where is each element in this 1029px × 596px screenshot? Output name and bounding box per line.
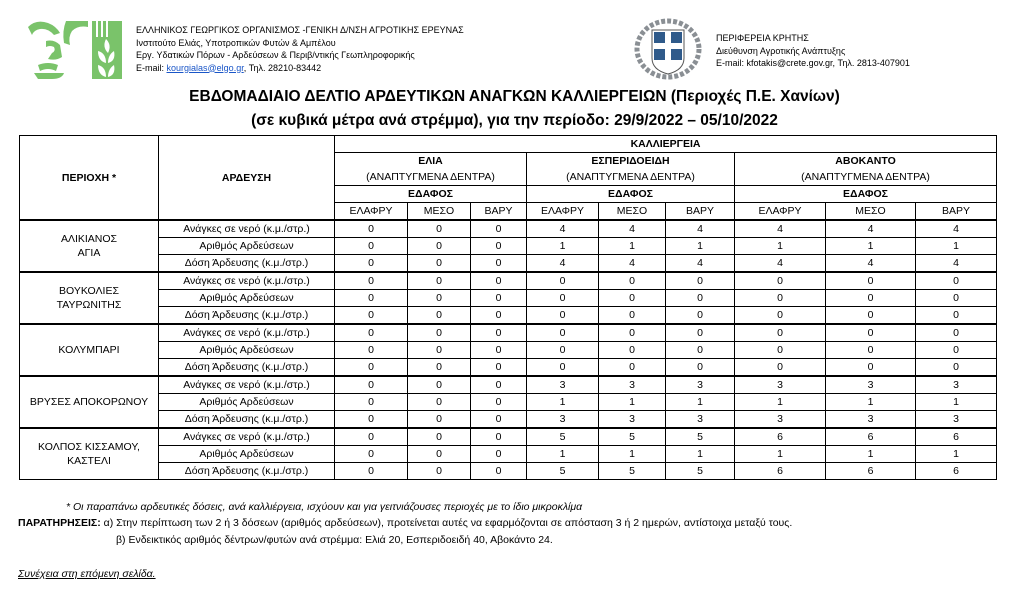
value-cell: 4	[735, 220, 826, 238]
value-cell: 5	[666, 428, 735, 446]
value-cell: 0	[335, 255, 408, 273]
value-cell: 6	[916, 463, 997, 480]
value-cell: 0	[599, 307, 666, 325]
region-name-cell	[20, 324, 159, 376]
page-subtitle: (σε κυβικά μέτρα ανά στρέμμα), για την περίοδο: 29/9/2022 – 05/10/2022	[251, 112, 778, 129]
value-cell: 5	[599, 428, 666, 446]
value-cell: 4	[916, 220, 997, 238]
value-cell: 6	[826, 428, 916, 446]
value-cell: 4	[826, 220, 916, 238]
value-cell: 4	[599, 220, 666, 238]
value-cell: 5	[527, 463, 599, 480]
value-cell: 5	[666, 463, 735, 480]
value-cell: 0	[335, 272, 408, 290]
value-cell: 3	[735, 411, 826, 429]
value-cell: 0	[826, 307, 916, 325]
value-cell: 6	[916, 428, 997, 446]
value-cell: 0	[666, 272, 735, 290]
value-cell: 0	[471, 272, 527, 290]
elgo-logo-icon	[26, 17, 126, 79]
value-cell: 3	[916, 376, 997, 394]
header-crops: ΚΑΛΛΙΕΡΓΕΙΑ	[335, 136, 997, 153]
header-right-block	[716, 32, 910, 70]
value-cell: 0	[408, 376, 471, 394]
soil-header-citrus: ΕΔΑΦΟΣ	[527, 186, 735, 203]
region-name-cell	[20, 376, 159, 428]
value-cell: 0	[916, 272, 997, 290]
header-left-block	[136, 24, 464, 74]
table-row	[20, 220, 997, 238]
value-cell: 0	[408, 324, 471, 342]
value-cell: 5	[599, 463, 666, 480]
soil-type-header: ΜΕΣΟ	[408, 203, 471, 221]
value-cell: 1	[666, 446, 735, 463]
value-cell: 6	[735, 428, 826, 446]
irrigation-metric-label: Αριθμός Αρδεύσεων	[159, 290, 335, 307]
value-cell: 0	[471, 411, 527, 429]
value-cell: 1	[527, 394, 599, 411]
value-cell: 0	[735, 324, 826, 342]
value-cell: 3	[666, 376, 735, 394]
table-row	[20, 394, 997, 411]
region-name-line: ΚΑΣΤΕΛΙ	[67, 455, 111, 467]
value-cell: 0	[916, 359, 997, 377]
region-name-line: ΑΓΙΑ	[77, 247, 101, 259]
table-row	[20, 307, 997, 325]
value-cell: 0	[335, 307, 408, 325]
value-cell: 0	[335, 446, 408, 463]
soil-header-avocado: ΕΔΑΦΟΣ	[735, 186, 997, 203]
table-row	[20, 324, 997, 342]
value-cell: 0	[735, 342, 826, 359]
soil-type-header: ΒΑΡΥ	[471, 203, 527, 221]
value-cell: 0	[335, 359, 408, 377]
value-cell: 0	[471, 376, 527, 394]
value-cell: 0	[735, 290, 826, 307]
value-cell: 0	[527, 307, 599, 325]
value-cell: 3	[735, 376, 826, 394]
value-cell: 0	[408, 290, 471, 307]
region-name-line: ΒΡΥΣΕΣ ΑΠΟΚΟΡΩΝΟΥ	[29, 396, 149, 408]
value-cell: 0	[335, 394, 408, 411]
value-cell: 0	[735, 359, 826, 377]
value-cell: 1	[735, 446, 826, 463]
value-cell: 0	[735, 307, 826, 325]
crop-name-avocado: ΑΒΟΚΑΝΤΟ	[735, 153, 997, 170]
value-cell: 1	[735, 394, 826, 411]
value-cell: 0	[826, 272, 916, 290]
header-region: ΠΕΡΙΟΧΗ *	[20, 136, 159, 221]
irrigation-metric-label: Δόση Άρδευσης (κ.μ./στρ.)	[159, 411, 335, 429]
irrigation-metric-label: Ανάγκες σε νερό (κ.μ./στρ.)	[159, 272, 335, 290]
crop-sub-olive: (ΑΝΑΠΤΥΓΜΕΝΑ ΔΕΝΤΡΑ)	[335, 169, 527, 186]
irrigation-metric-label: Αριθμός Αρδεύσεων	[159, 446, 335, 463]
value-cell: 0	[335, 324, 408, 342]
value-cell: 1	[527, 446, 599, 463]
value-cell: 0	[527, 290, 599, 307]
value-cell: 0	[408, 359, 471, 377]
value-cell: 1	[916, 394, 997, 411]
value-cell: 0	[408, 463, 471, 480]
value-cell: 0	[408, 342, 471, 359]
soil-header-olive: ΕΔΑΦΟΣ	[335, 186, 527, 203]
value-cell: 0	[335, 463, 408, 480]
table-row	[20, 290, 997, 307]
irrigation-metric-label: Ανάγκες σε νερό (κ.μ./στρ.)	[159, 324, 335, 342]
soil-type-header: ΜΕΣΟ	[599, 203, 666, 221]
irrigation-metric-label: Δόση Άρδευσης (κ.μ./στρ.)	[159, 307, 335, 325]
crop-sub-avocado: (ΑΝΑΠΤΥΓΜΕΝΑ ΔΕΝΤΡΑ)	[735, 169, 997, 186]
irrigation-metric-label: Αριθμός Αρδεύσεων	[159, 394, 335, 411]
value-cell: 0	[471, 463, 527, 480]
value-cell: 0	[471, 307, 527, 325]
email-link[interactable]: kourgialas@elgo.gr	[166, 62, 244, 73]
value-cell: 0	[826, 342, 916, 359]
value-cell: 0	[599, 272, 666, 290]
value-cell: 0	[666, 324, 735, 342]
value-cell: 0	[408, 307, 471, 325]
region-name-cell	[20, 272, 159, 324]
region-name-line: ΤΑΥΡΩΝΙΤΗΣ	[56, 299, 122, 311]
value-cell: 0	[527, 324, 599, 342]
value-cell: 0	[916, 307, 997, 325]
irrigation-metric-label: Δόση Άρδευσης (κ.μ./στρ.)	[159, 359, 335, 377]
value-cell: 1	[527, 238, 599, 255]
soil-type-header: ΒΑΡΥ	[916, 203, 997, 221]
value-cell: 4	[916, 255, 997, 273]
soil-type-header: ΕΛΑΦΡΥ	[335, 203, 408, 221]
value-cell: 0	[916, 324, 997, 342]
value-cell: 6	[826, 463, 916, 480]
table-row	[20, 238, 997, 255]
value-cell: 0	[335, 220, 408, 238]
region-name-cell	[20, 220, 159, 272]
region-name-line: ΚΟΛΠΟΣ ΚΙΣΣΑΜΟΥ,	[38, 441, 140, 453]
value-cell: 1	[666, 238, 735, 255]
soil-type-header: ΕΛΑΦΡΥ	[527, 203, 599, 221]
org-name: ΕΛΛΗΝΙΚΟΣ ΓΕΩΡΓΙΚΟΣ ΟΡΓΑΝΙΣΜΟΣ -ΓΕΝΙΚΗ Δ/ΝΣΗ ΑΓΡΟΤΙΚΗΣ ΕΡΕΥΝΑΣ	[136, 25, 464, 35]
value-cell: 0	[826, 359, 916, 377]
remark-b: β) Ενδεικτικός αριθμός δέντρων/φυτών ανά στρέμμα: Ελιά 20, Εσπεριδοειδή 40, Αβοκάντο 24.	[116, 534, 553, 546]
value-cell: 0	[527, 342, 599, 359]
value-cell: 4	[599, 255, 666, 273]
value-cell: 4	[527, 220, 599, 238]
irrigation-metric-label: Ανάγκες σε νερό (κ.μ./στρ.)	[159, 376, 335, 394]
table-row	[20, 376, 997, 394]
region-name-line: ΚΟΛΥΜΠΑΡΙ	[58, 344, 120, 356]
table-row	[20, 446, 997, 463]
remarks-label: ΠΑΡΑΤΗΡΗΣΕΙΣ:	[18, 517, 101, 529]
value-cell: 6	[735, 463, 826, 480]
phone-text: , Τηλ. 28210-83442	[243, 62, 322, 73]
greek-coat-of-arms-icon	[634, 18, 702, 80]
value-cell: 0	[471, 359, 527, 377]
soil-type-header: ΕΛΑΦΡΥ	[735, 203, 826, 221]
value-cell: 4	[826, 255, 916, 273]
footnote: * Οι παραπάνω αρδευτικές δόσεις, ανά καλλιέργεια, ισχύουν και για γειτνιάζουσες περιοχές με το ίδιο μικροκλίμα	[66, 501, 583, 513]
value-cell: 0	[666, 342, 735, 359]
region-contact: E-mail: kfotakis@crete.gov.gr, Τηλ. 2813-407901	[716, 58, 910, 68]
irrigation-metric-label: Δόση Άρδευσης (κ.μ./στρ.)	[159, 463, 335, 480]
contact-line	[136, 62, 464, 75]
value-cell: 3	[666, 411, 735, 429]
value-cell: 0	[335, 342, 408, 359]
value-cell: 1	[916, 238, 997, 255]
value-cell: 1	[826, 238, 916, 255]
value-cell: 0	[408, 220, 471, 238]
value-cell: 0	[335, 428, 408, 446]
table-row	[20, 255, 997, 273]
value-cell: 0	[335, 411, 408, 429]
table-row	[20, 411, 997, 429]
value-cell: 0	[471, 238, 527, 255]
value-cell: 0	[335, 376, 408, 394]
irrigation-metric-label: Ανάγκες σε νερό (κ.μ./στρ.)	[159, 428, 335, 446]
value-cell: 0	[471, 428, 527, 446]
value-cell: 0	[599, 359, 666, 377]
value-cell: 0	[527, 359, 599, 377]
irrigation-metric-label: Αριθμός Αρδεύσεων	[159, 342, 335, 359]
header-irrigation: ΑΡΔΕΥΣΗ	[159, 136, 335, 221]
table-row	[20, 272, 997, 290]
lab-name: Εργ. Υδατικών Πόρων - Αρδεύσεων & Περιβ/ντικής Γεωπληροφορικής	[136, 50, 415, 60]
value-cell: 0	[408, 238, 471, 255]
institute-name: Ινστιτούτο Ελιάς, Υποτροπικών Φυτών & Αμπέλου	[136, 37, 336, 48]
value-cell: 0	[916, 290, 997, 307]
crop-name-citrus: ΕΣΠΕΡΙΔΟΕΙΔΗ	[527, 153, 735, 170]
value-cell: 0	[527, 272, 599, 290]
value-cell: 0	[599, 290, 666, 307]
crop-sub-citrus: (ΑΝΑΠΤΥΓΜΕΝΑ ΔΕΝΤΡΑ)	[527, 169, 735, 186]
remarks-line	[18, 515, 792, 531]
page-title: ΕΒΔΟΜΑΔΙΑΙΟ ΔΕΛΤΙΟ ΑΡΔΕΥΤΙΚΩΝ ΑΝΑΓΚΩΝ ΚΑΛΛΙΕΡΓΕΙΩΝ (Περιοχές Π.Ε. Χανίων)	[189, 88, 840, 105]
value-cell: 3	[916, 411, 997, 429]
value-cell: 0	[599, 324, 666, 342]
table-row	[20, 342, 997, 359]
value-cell: 4	[735, 255, 826, 273]
value-cell: 0	[735, 272, 826, 290]
value-cell: 0	[408, 255, 471, 273]
table-row	[20, 463, 997, 480]
value-cell: 0	[916, 342, 997, 359]
value-cell: 1	[599, 238, 666, 255]
irrigation-metric-label: Αριθμός Αρδεύσεων	[159, 238, 335, 255]
region-name: ΠΕΡΙΦΕΡΕΙΑ ΚΡΗΤΗΣ	[716, 33, 809, 43]
value-cell: 0	[408, 394, 471, 411]
value-cell: 3	[826, 411, 916, 429]
irrigation-metric-label: Δόση Άρδευσης (κ.μ./στρ.)	[159, 255, 335, 273]
value-cell: 0	[666, 359, 735, 377]
value-cell: 0	[471, 342, 527, 359]
continued-link[interactable]: Συνέχεια στη επόμενη σελίδα.	[18, 568, 156, 580]
value-cell: 0	[408, 272, 471, 290]
value-cell: 1	[826, 394, 916, 411]
irrigation-metric-label: Ανάγκες σε νερό (κ.μ./στρ.)	[159, 220, 335, 238]
table-row	[20, 428, 997, 446]
value-cell: 1	[916, 446, 997, 463]
value-cell: 0	[471, 324, 527, 342]
value-cell: 0	[826, 290, 916, 307]
value-cell: 0	[826, 324, 916, 342]
crop-name-olive: ΕΛΙΑ	[335, 153, 527, 170]
value-cell: 1	[599, 394, 666, 411]
value-cell: 0	[471, 255, 527, 273]
value-cell: 0	[408, 428, 471, 446]
value-cell: 4	[666, 220, 735, 238]
value-cell: 0	[408, 411, 471, 429]
value-cell: 4	[666, 255, 735, 273]
value-cell: 3	[527, 411, 599, 429]
value-cell: 3	[599, 376, 666, 394]
email-label: E-mail:	[136, 62, 167, 73]
value-cell: 1	[666, 394, 735, 411]
value-cell: 0	[471, 394, 527, 411]
remark-a: α) Στην περίπτωση των 2 ή 3 δόσεων (αριθμός αρδεύσεων), προτείνεται αυτές να εφαρμόζονται σε απόσταση 3 ή 2 ημερών, αντίστοιχα μεταξύ τους.	[100, 517, 793, 529]
soil-type-header: ΜΕΣΟ	[826, 203, 916, 221]
value-cell: 0	[408, 446, 471, 463]
value-cell: 3	[527, 376, 599, 394]
value-cell: 0	[335, 238, 408, 255]
value-cell: 1	[735, 238, 826, 255]
value-cell: 1	[599, 446, 666, 463]
soil-type-header: ΒΑΡΥ	[666, 203, 735, 221]
region-name-cell	[20, 428, 159, 480]
value-cell: 3	[599, 411, 666, 429]
region-name-line: ΑΛΙΚΙΑΝΟΣ	[60, 233, 118, 245]
value-cell: 4	[527, 255, 599, 273]
value-cell: 1	[826, 446, 916, 463]
value-cell: 0	[335, 290, 408, 307]
value-cell: 3	[826, 376, 916, 394]
value-cell: 0	[471, 446, 527, 463]
irrigation-table	[19, 135, 997, 480]
value-cell: 5	[527, 428, 599, 446]
value-cell: 0	[471, 290, 527, 307]
value-cell: 0	[666, 290, 735, 307]
value-cell: 0	[471, 220, 527, 238]
value-cell: 0	[599, 342, 666, 359]
table-row	[20, 359, 997, 377]
region-name-line: ΒΟΥΚΟΛΙΕΣ	[59, 285, 119, 297]
value-cell: 0	[666, 307, 735, 325]
directorate-name: Διεύθυνση Αγροτικής Ανάπτυξης	[716, 45, 846, 56]
